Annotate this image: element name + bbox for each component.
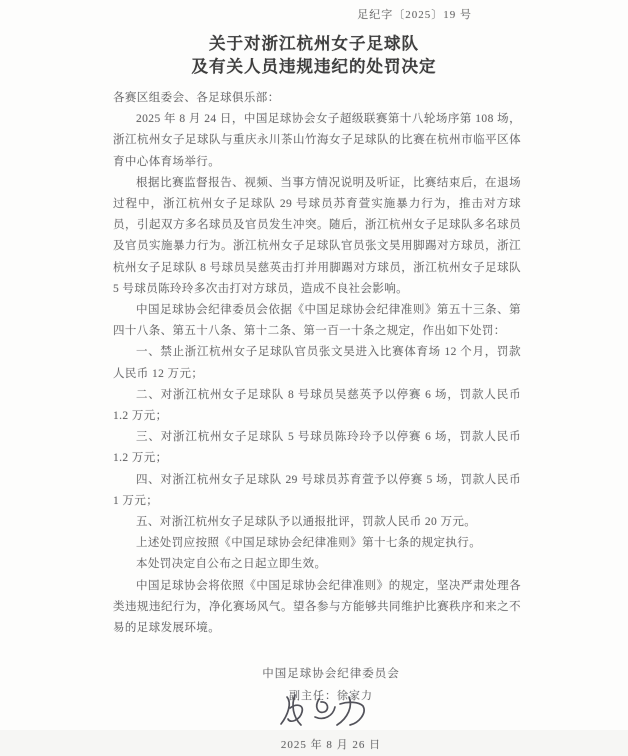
penalty-item-3: 三、对浙江杭州女子足球队 5 号球员陈玲玲予以停赛 6 场，罚款人民币 1.2 万元；	[113, 431, 521, 465]
paragraph-enforcement: 上述处罚应按照《中国足球协会纪律准则》第十七条的规定执行。	[136, 537, 482, 550]
salutation: 各赛区组委会、各足球俱乐部：	[113, 92, 280, 104]
document-title	[0, 32, 628, 78]
paragraph-effective-date: 本处罚决定自公布之日起立即生效。	[136, 558, 327, 571]
paragraph-final-statement: 中国足球协会将依照《中国足球协会纪律准则》的规定，坚决严肃处理各类违规违纪行为，净化赛场风气。望各参与方能够共同维护比赛秩序和来之不易的足球发展环境。	[113, 579, 521, 635]
document-title-line-1: 关于对浙江杭州女子足球队	[209, 34, 419, 53]
penalty-item-5: 五、对浙江杭州女子足球队予以通报批评，罚款人民币 20 万元。	[136, 516, 477, 529]
paragraph-incident-description: 根据比赛监督报告、视频、当事方情况说明及听证，比赛结束后，在退场过程中，浙江杭州女子足球队 29 号球员苏育萱实施暴力行为，推击对方球员，引起双方多名球员及官员发生冲突。随后，浙江杭州女子足球队多名球员及官员实施暴力行为。浙江杭州女子足球队官员张文昊用脚踢对方球员，浙江杭州女子足球队 8 号球员吴慈英击打并用脚踢对方球员，浙江杭州女子足球队 5 号球员陈玲玲多次击打对方球员，造成不良社会影响。	[113, 176, 521, 295]
document-title-line-2: 及有关人员违规违纪的处罚决定	[191, 57, 437, 76]
document-number: 足纪字〔2025〕19 号	[357, 9, 472, 21]
signature-block	[221, 664, 441, 756]
document-body	[113, 88, 521, 756]
signature-date: 2025 年 8 月 26 日	[280, 738, 382, 751]
penalty-item-1: 一、禁止浙江杭州女子足球队官员张文昊进入比赛体育场 12 个月，罚款人民币 12 万元；	[113, 346, 521, 380]
signature-organization: 中国足球协会纪律委员会	[262, 668, 400, 681]
paragraph-match-info: 2025 年 8 月 24 日，中国足球协会女子超级联赛第十八轮场序第 108 场，浙江杭州女子足球队与重庆永川茶山竹海女子足球队的比赛在杭州市临平区体育中心体育场举行。	[113, 113, 521, 168]
signature-signer-title: 副主任：徐家力	[289, 690, 373, 703]
penalty-item-4: 四、对浙江杭州女子足球队 29 号球员苏育萱予以停赛 5 场，罚款人民币 1 万元；	[113, 473, 521, 507]
paragraph-rules-basis: 中国足球协会纪律委员会依据《中国足球协会纪律准则》第五十三条、第四十八条、第五十八条、第十二条、第一百一十条之规定，作出如下处罚：	[113, 304, 521, 338]
penalty-item-2: 二、对浙江杭州女子足球队 8 号球员吴慈英予以停赛 6 场，罚款人民币 1.2 万元；	[113, 388, 521, 423]
